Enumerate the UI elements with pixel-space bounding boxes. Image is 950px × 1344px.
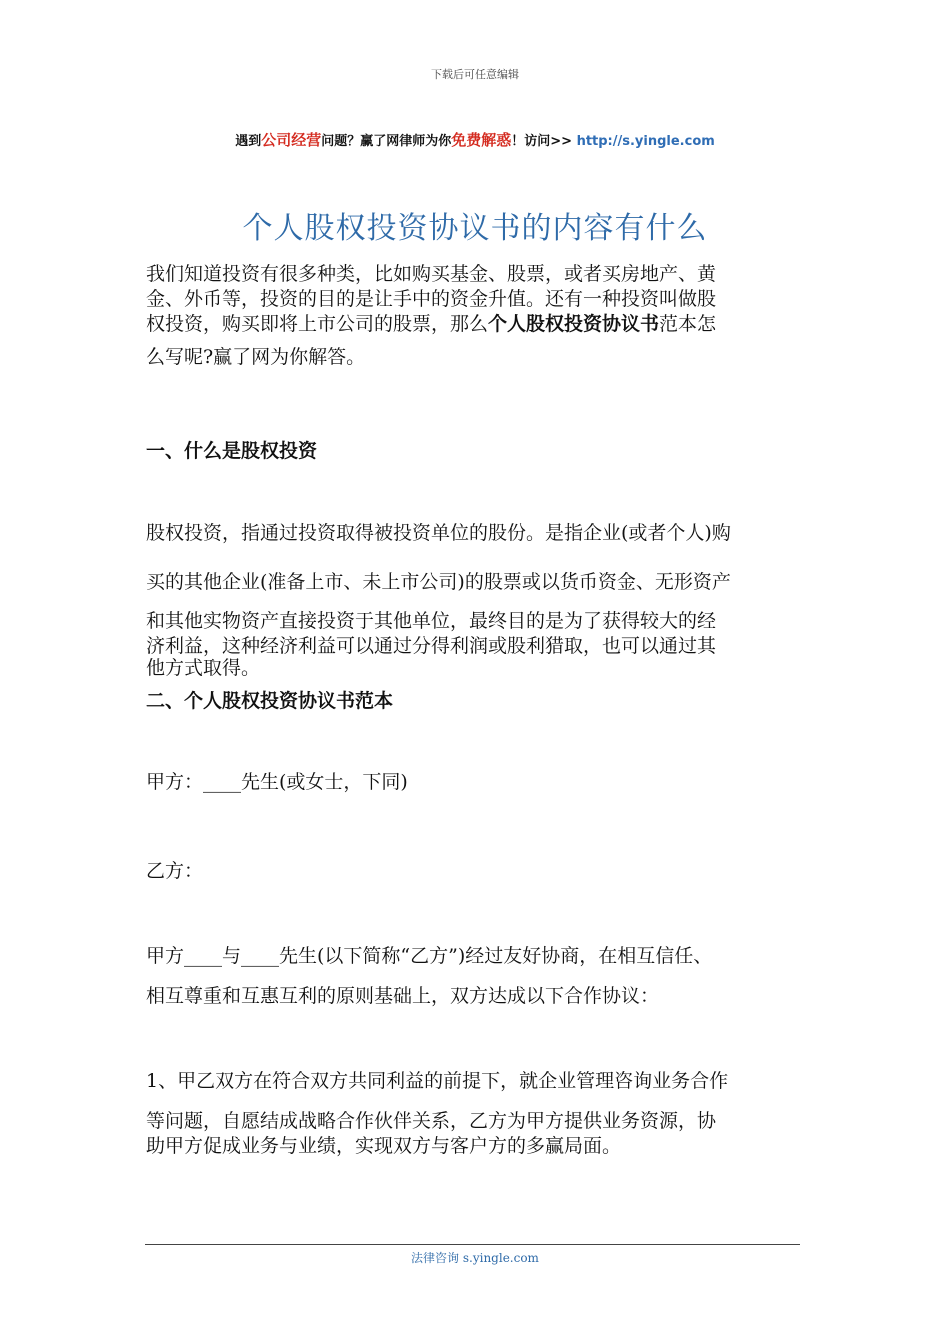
ad-link[interactable]: http://s.yingle.com: [576, 134, 715, 149]
page-header-note: 下载后可任意编辑: [431, 68, 519, 81]
intro-line: [146, 312, 806, 337]
agreement-line: 甲方____与____先生(以下简称“乙方”)经过友好协商，在相互信任、: [146, 945, 713, 967]
ad-text-3: ！访问>>: [511, 134, 577, 149]
clause1-line: 助甲方促成业务与业绩，实现双方与客户方的多赢局面。: [146, 1135, 622, 1157]
ad-highlight-free: 免费解惑: [451, 131, 512, 149]
section1-line: 买的其他企业(准备上市、未上市公司)的股票或以货币资金、无形资产: [146, 571, 731, 593]
ad-text-1: 遇到: [235, 134, 262, 149]
party-a-line: 甲方：____先生(或女士，下同): [146, 771, 408, 793]
intro-paragraph: [146, 262, 806, 370]
section1-line: 济利益，这种经济利益可以通过分得利润或股利猎取，也可以通过其: [146, 635, 717, 657]
footer-divider: [145, 1244, 800, 1245]
section1-line: 他方式取得。: [146, 657, 261, 679]
intro-line: 我们知道投资有很多种类，比如购买基金、股票，或者买房地产、黄: [146, 263, 717, 285]
ad-banner[interactable]: [0, 129, 950, 150]
section1-paragraph-rest: [146, 609, 806, 681]
page-footer: 法律咨询 s.yingle.com: [411, 1251, 539, 1265]
document-title: 个人股权投资协议书的内容有什么: [242, 211, 708, 246]
section2-heading: 二、个人股权投资协议书范本: [146, 690, 394, 712]
intro-text: 范本怎: [659, 313, 717, 335]
intro-bold-term: 个人股权投资协议书: [488, 313, 660, 335]
ad-highlight-company: 公司经营: [261, 131, 322, 149]
intro-line: 么写呢?赢了网为你解答。: [146, 346, 366, 368]
intro-line: 金、外币等，投资的目的是让手中的资金升值。还有一种投资叫做股: [146, 288, 717, 310]
section1-line: 股权投资，指通过投资取得被投资单位的股份。是指企业(或者个人)购: [146, 522, 731, 544]
section1-line: 和其他实物资产直接投资于其他单位，最终目的是为了获得较大的经: [146, 610, 717, 632]
party-b-line: 乙方：: [146, 860, 204, 882]
agreement-line: 相互尊重和互惠互利的原则基础上，双方达成以下合作协议：: [146, 985, 660, 1007]
clause1-line: 等问题，自愿结成战略合作伙伴关系，乙方为甲方提供业务资源，协: [146, 1110, 717, 1132]
intro-text: 权投资，购买即将上市公司的股票，那么: [146, 313, 489, 335]
clause1-line: 1、甲乙双方在符合双方共同利益的前提下，就企业管理咨询业务合作: [146, 1070, 729, 1092]
clause1-paragraph-rest: [146, 1109, 806, 1159]
section1-heading: 一、什么是股权投资: [146, 440, 318, 462]
ad-text-2: 问题？赢了网律师为你: [321, 134, 452, 149]
